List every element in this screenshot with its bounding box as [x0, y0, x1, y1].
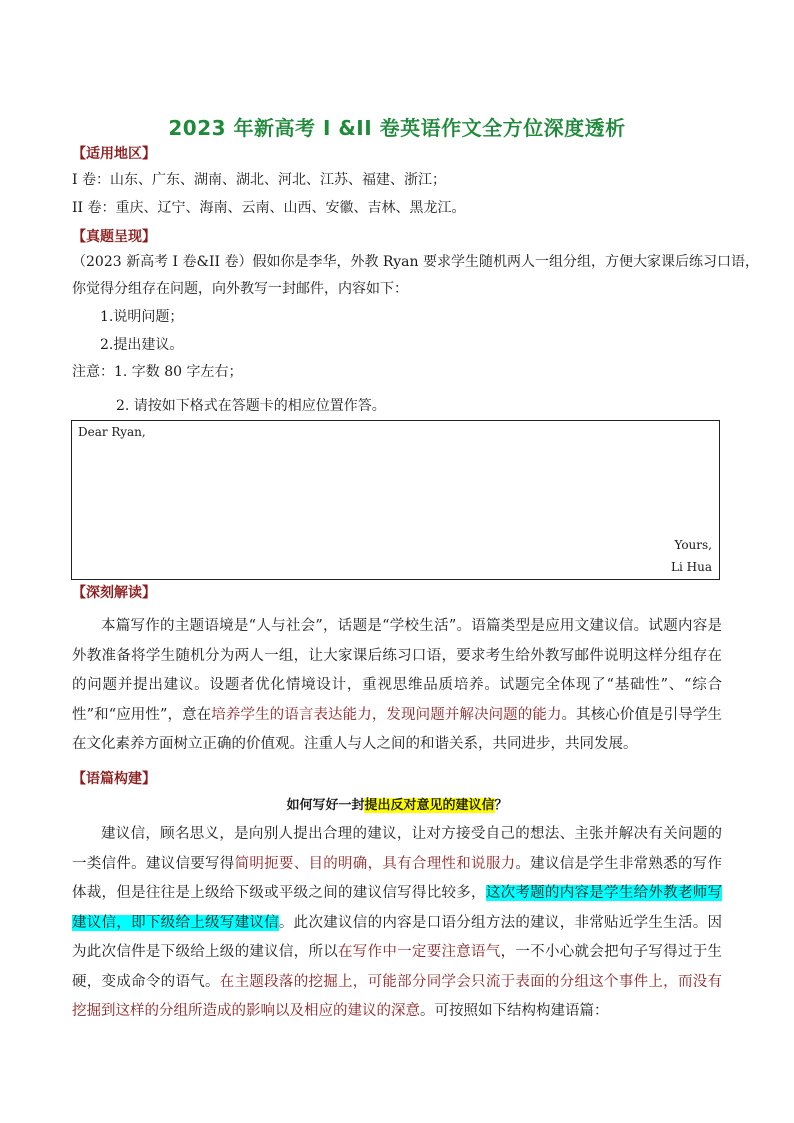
structure-text-3: 。此次建议信的内容是口语分组方法的建议，非常贴近学生生活。因为此次信件是下级给上级的建议信，所以: [72, 914, 722, 960]
region-line-1: I 卷：山东、广东、湖南、湖北、河北、江苏、福建、浙江；: [72, 172, 446, 188]
subtitle-prefix: 如何写好一封: [286, 798, 365, 813]
letter-salutation: Dear Ryan,: [78, 425, 146, 439]
question-point-2: 2.提出建议。: [100, 337, 184, 353]
question-line-2: 你觉得分组存在问题，向外教写一封邮件，内容如下：: [72, 281, 408, 297]
letter-signature: Li Hua: [671, 560, 712, 574]
structure-text-5: 。可按照如下结构构建语篇：: [420, 1003, 609, 1019]
structure-text-2: 。建议信是学生非常熟悉的写作体裁，但是往往是上级给下级或平级之间的建议信写得比较多，: [72, 855, 723, 901]
structure-paragraph: [72, 820, 722, 1027]
analysis-highlight-red: 培养学生的语言表达能力，发现问题并解决问题的能力: [211, 706, 562, 723]
question-note-1: 注意：1. 字数 80 字左右；: [72, 364, 243, 380]
structure-red-1: 简明扼要、目的明确，具有合理性和说服力: [234, 855, 516, 872]
answer-format-box: [71, 420, 720, 580]
structure-text-1: 建议信，顾名思义，是向别人提出合理的建议，让对方接受自己的想法、主张并解决有关问题的一类信件。建议信要写得: [72, 826, 722, 872]
analysis-text-2: 。其核心价值是引导学生在文化素养方面树立正确的价值观。注重人与人之间的和谐关系，共同进步，共同发展。: [72, 706, 722, 752]
section-heading-question: 【真题呈现】: [72, 229, 156, 245]
structure-text-4: ，一不小心就会把句子写得过于生硬，变成命令的语气。: [72, 944, 723, 990]
section-heading-analysis: 【深刻解读】: [72, 585, 156, 601]
letter-closing: Yours,: [674, 538, 712, 552]
subtitle-suffix: ？: [494, 798, 508, 813]
subtitle-highlight: 提出反对意见的建议信: [364, 798, 495, 813]
question-line-1: （2023 新高考 I 卷&II 卷）假如你是李华，外教 Ryan 要求学生随机两人一组分组，方便大家课后练习口语，: [72, 254, 759, 270]
structure-red-2: 在写作中一定要注意语气: [338, 944, 501, 960]
analysis-paragraph: [72, 612, 722, 760]
structure-subtitle: [0, 794, 794, 813]
structure-red-3: 在主题段落的挖掘上，可能部分同学会只流于表面的分组这个事件上，而没有挖掘到这样的分组所造成的影响以及相应的建议的深意: [72, 973, 723, 1019]
section-heading-structure: 【语篇构建】: [72, 771, 156, 787]
section-heading-region: 【适用地区】: [72, 146, 156, 162]
structure-cyan-highlight: 这次考题的内容是学生给外教老师写建议信，即下级给上级写建议信: [72, 885, 722, 931]
analysis-text-1: 本篇写作的主题语境是“人与社会”，话题是“学校生活”。语篇类型是应用文建议信。试题内容是外教准备将学生随机分为两人一组，让大家课后练习口语，要求考生给外教写邮件说明这样分组存在的问题并提出建议。设题者优化情境设计，重视思维品质培养。试题完全体现了“基础性”、“综合性”和“应用性”，意在: [72, 618, 722, 723]
page-title: 2023 年新高考 I &II 卷英语作文全方位深度透析: [168, 116, 626, 140]
region-line-2: II 卷：重庆、辽宁、海南、云南、山西、安徽、吉林、黑龙江。: [72, 200, 466, 216]
question-note-2: 2. 请按如下格式在答题卡的相应位置作答。: [116, 398, 386, 414]
question-point-1: 1.说明问题；: [100, 309, 184, 325]
